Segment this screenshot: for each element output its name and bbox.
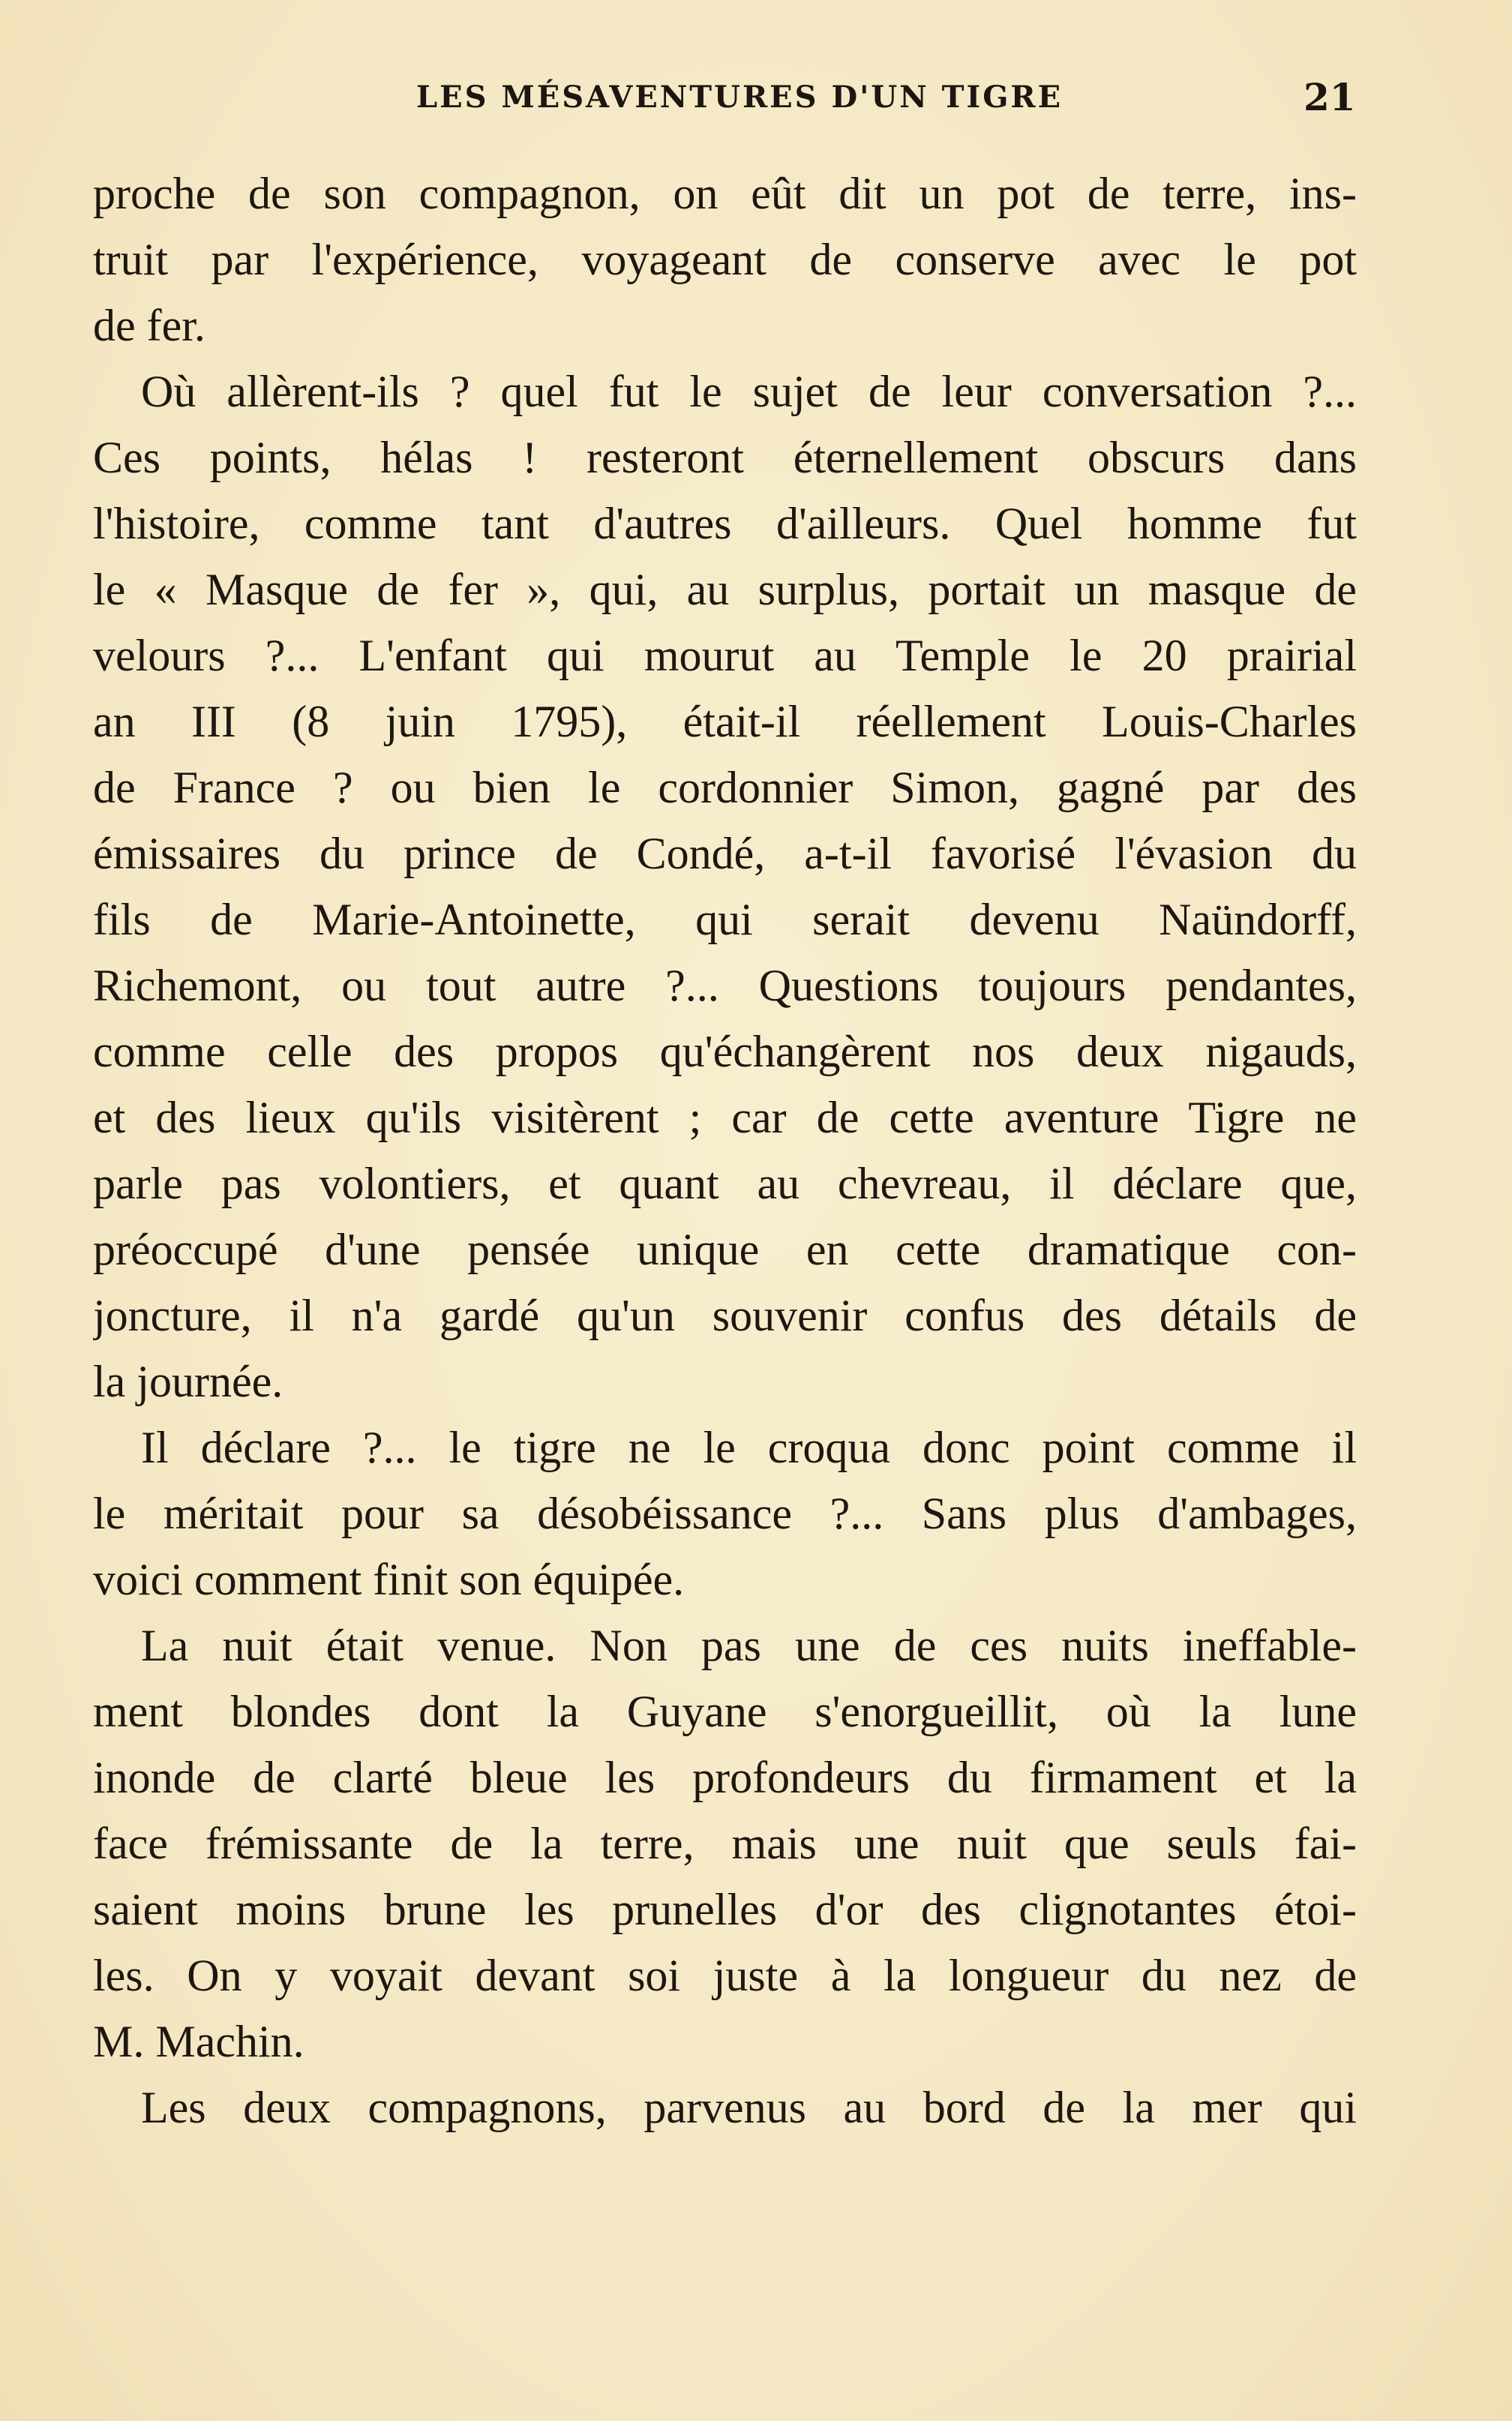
text-line: La nuit était venue. Non pas une de ces nuits ineffable-	[141, 1621, 1357, 1670]
text-line: proche de son compagnon, on eût dit un pot de terre, ins-	[93, 169, 1357, 218]
running-head	[0, 75, 1512, 120]
text-line: M. Machin.	[93, 2017, 304, 2066]
text-line: le méritait pour sa désobéissance ?... Sans plus d'ambages,	[93, 1489, 1357, 1538]
text-line: Où allèrent-ils ? quel fut le sujet de leur conversation ?...	[141, 367, 1357, 416]
text-line: joncture, il n'a gardé qu'un souvenir confus des détails de	[93, 1291, 1357, 1340]
text-line: Richemont, ou tout autre ?... Questions toujours pendantes,	[93, 961, 1357, 1010]
text-line: voici comment finit son équipée.	[93, 1555, 685, 1604]
text-line: de France ? ou bien le cordonnier Simon, gagné par des	[93, 763, 1357, 812]
text-line: an III (8 juin 1795), était-il réellement Louis-Charles	[93, 697, 1357, 746]
text-line: saient moins brune les prunelles d'or des clignotantes étoi-	[93, 1885, 1357, 1934]
text-line: face frémissante de la terre, mais une nuit que seuls fai-	[93, 1819, 1357, 1868]
text-line: et des lieux qu'ils visitèrent ; car de cette aventure Tigre ne	[93, 1093, 1357, 1142]
text-line: Ces points, hélas ! resteront éternellement obscurs dans	[93, 433, 1357, 482]
text-line: préoccupé d'une pensée unique en cette dramatique con-	[93, 1225, 1357, 1274]
text-line: inonde de clarté bleue les profondeurs du firmament et la	[93, 1753, 1357, 1802]
text-line: Les deux compagnons, parvenus au bord de la mer qui	[141, 2083, 1357, 2132]
text-line: le « Masque de fer », qui, au surplus, portait un masque de	[93, 565, 1357, 614]
page-number: 21	[1304, 75, 1356, 119]
text-line: de fer.	[93, 301, 206, 350]
text-line: les. On y voyait devant soi juste à la longueur du nez de	[93, 1951, 1357, 2000]
text-line: velours ?... L'enfant qui mourut au Temple le 20 prairial	[93, 631, 1357, 680]
text-line: ment blondes dont la Guyane s'enorgueillit, où la lune	[93, 1687, 1357, 1736]
text-line: truit par l'expérience, voyageant de conserve avec le pot	[93, 235, 1357, 284]
text-line: parle pas volontiers, et quant au chevreau, il déclare que,	[93, 1159, 1357, 1208]
running-title: LES MÉSAVENTURES D'UN TIGRE	[416, 80, 1064, 115]
text-line: comme celle des propos qu'échangèrent nos deux nigauds,	[93, 1027, 1357, 1076]
text-line: émissaires du prince de Condé, a-t-il favorisé l'évasion du	[93, 829, 1357, 878]
text-line: fils de Marie-Antoinette, qui serait devenu Naündorff,	[93, 895, 1357, 944]
text-line: l'histoire, comme tant d'autres d'ailleurs. Quel homme fut	[93, 499, 1357, 548]
text-line: Il déclare ?... le tigre ne le croqua donc point comme il	[141, 1423, 1357, 1472]
text-line: la journée.	[93, 1357, 284, 1406]
